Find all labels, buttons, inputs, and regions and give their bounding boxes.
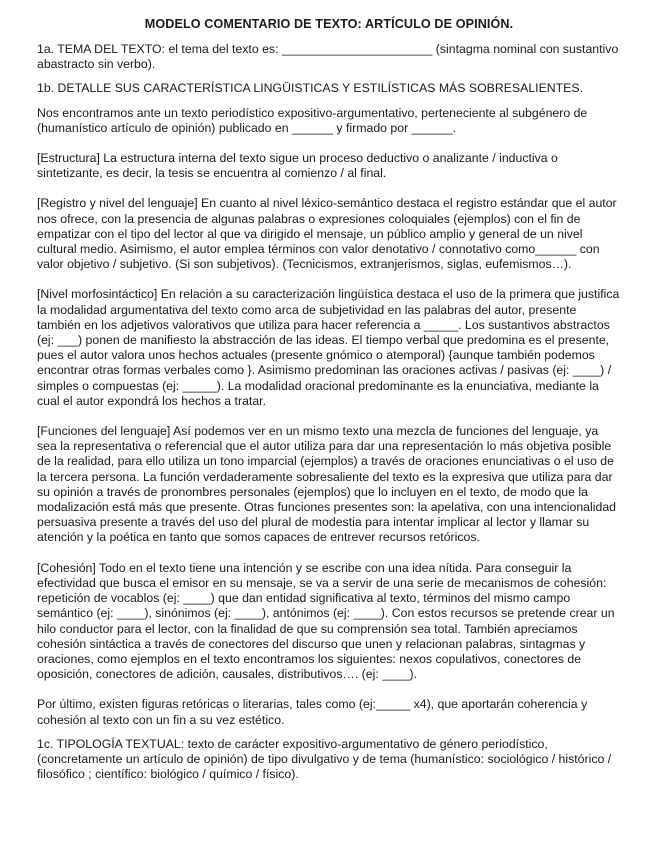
- paragraph-cohesion: [Cohesión] Todo en el texto tiene una intención y se escribe con una idea nítida. Para conseguir la efectividad que busca el emisor en su mensaje, se va a servir de una serie de mecanismos de cohesión: repetición de vocablos (ej: ____) que dan entidad significativa al texto, términos del mismo campo semántico (ej: ____), sinónimos (ej: ____), antónimos (ej: ____). Con estos recursos se pretende crear un hilo conductor para el lector, con la finalidad de que su comprensión sea total. También apreciamos cohesión sintáctica a través de conectores del discurso que unen y relacionan palabras, sintagmas y oraciones, como ejemplos en el texto encontramos los siguientes: nexos copulativos, conectores de oposición, conectores de adición, causales, distributivos…. (ej: ____).: [37, 560, 615, 682]
- paragraph-figuras: Por último, existen figuras retóricas o literarias, tales como (ej:_____ x4), que aportarán coherencia y cohesión al texto con un fin a su vez estético.: [37, 697, 588, 727]
- section-1b-heading: 1b. DETALLE SUS CARACTERÍSTICA LINGÜISTICAS Y ESTILÍSTICAS MÁS SOBRESALIENTES.: [37, 81, 584, 96]
- section-1a-tema: 1a. TEMA DEL TEXTO: el tema del texto es: ______________________ (sintagma nominal con sustantivo abastracto sin verbo).: [37, 42, 619, 72]
- paragraph-estructura: [Estructura] La estructura interna del texto sigue un proceso deductivo o analizante / inductiva o sintetizante, es decir, la tesis se encuentra al comienzo / al final.: [37, 151, 558, 181]
- paragraph-morfosintactico: [Nivel morfosintáctico] En relación a su caracterización lingüística destaca el uso de la primera que justifica la modalidad argumentativa del texto como arca de subjetividad en las palabras del autor, presente también en los adjetivos valorativos que utiliza para hacer referencia a _____. Los sustantivos abstractos (ej: ___) ponen de manifiesto la abstracción de las ideas. El tiempo verbal que predomina es el presente, pues el autor valora unos hechos actuales (presente gnómico o atemporal) {aunque también podemos encontrar otras formas verbales como }. Asimismo predominan las oraciones activas / pasivas (ej: ____) / simples o compuestas (ej: _____). La modalidad oracional predominante es la enunciativa, mediante la cual el autor expondrá los hechos a tratar.: [37, 287, 620, 408]
- paragraph-funciones: [Funciones del lenguaje] Así podemos ver en un mismo texto una mezcla de funciones del lenguaje, ya sea la representativa o referencial que el autor utiliza para dar una representación lo más objetiva posible de la realidad, para ello utiliza un tono imparcial (ejemplos) a través de oraciones enunciativas o el uso de la tercera persona. La función verdaderamente sobresaliente del texto es la expresiva que utiliza para dar su opinión a través de pronombres personales (ejemplos) que lo incluyen en el texto, de modo que la modalización está más que presente. Otras funciones presentes son: la apelativa, con una intencionalidad persuasiva presente a través del uso del plural de modestia para intentar implicar al lector y llamar su atención y la poética en tanto que somos capaces de entrever recursos retóricos.: [37, 424, 616, 545]
- section-1c-tipologia: 1c. TIPOLOGÍA TEXTUAL: texto de carácter expositivo-argumentativo de género periodístico, (concretamente un artículo de opinión) de tipo divulgativo y de tema (humanístico: sociológico / histórico / filosófico ; científico: biológico / químico / físico).: [37, 736, 612, 782]
- paragraph-intro: Nos encontramos ante un texto periodístico expositivo-argumentativo, perteneciente al subgénero de (humanístico artículo de opinión) publicado en ______ y firmado por ______.: [37, 105, 588, 135]
- document-title: MODELO COMENTARIO DE TEXTO: ARTÍCULO DE OPINIÓN.: [144, 17, 514, 31]
- paragraph-registro: [Registro y nivel del lenguaje] En cuanto al nivel léxico-semántico destaca el registro estándar que el autor nos ofrece, con la presencia de algunas palabras o expresiones coloquiales (ejemplos) con el fin de empatizar con el tipo del lector al que va dirigido el mensaje, un público amplio y general de un nivel cultural medio. Asimismo, el autor emplea términos con valor denotativo / connotativo como______ con valor objetivo / subjetivo. (Si son subjetivos). (Tecnicismos, extranjerismos, siglas, eufemismos…).: [37, 196, 617, 272]
